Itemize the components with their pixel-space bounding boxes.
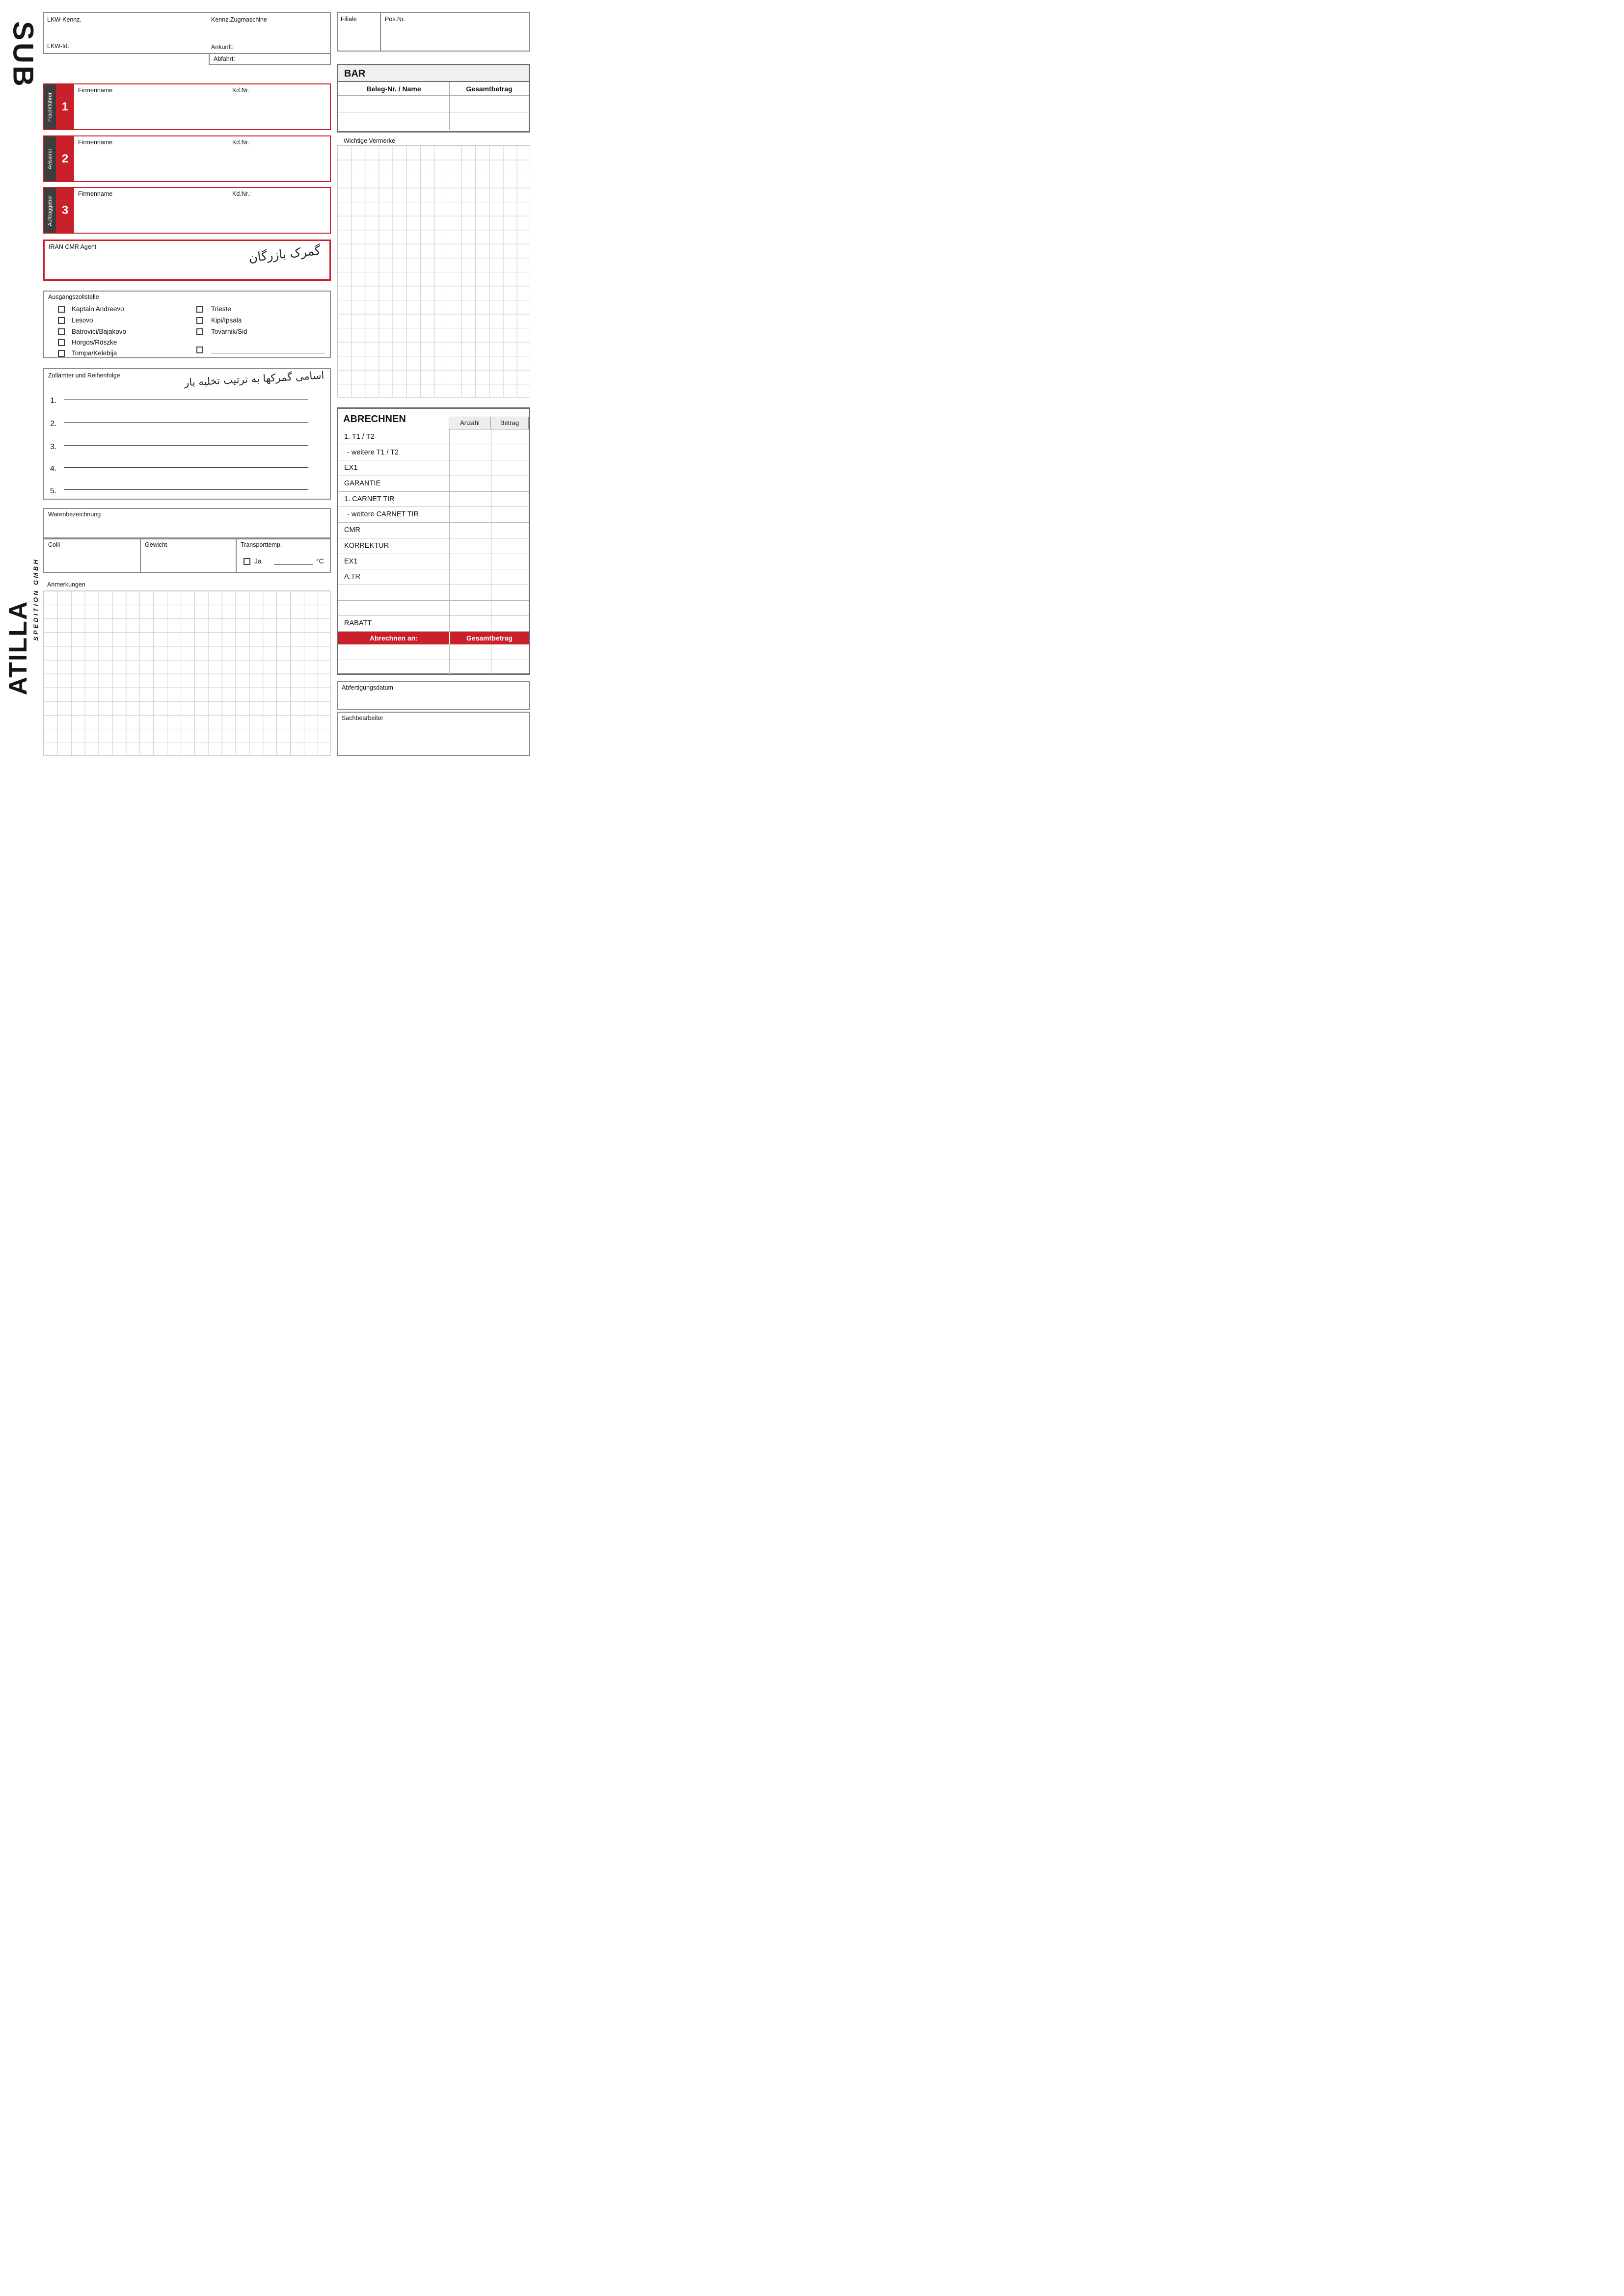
iran-handwriting: گمرک بازرگان — [247, 243, 322, 265]
billing-betrag-cell[interactable] — [491, 585, 529, 600]
bar-name-cell[interactable] — [338, 112, 449, 130]
billing-anzahl-cell[interactable] — [449, 460, 491, 476]
billing-anzahl-cell[interactable] — [449, 507, 491, 522]
billing-tail-label[interactable] — [338, 660, 449, 676]
checkbox-batrovici-bajakovo[interactable] — [58, 328, 65, 335]
billing-row-label: GARANTIE — [344, 480, 381, 488]
party-number-badge: 2 — [56, 136, 74, 181]
lkw-kennz-label: LKW-Kennz. — [47, 16, 81, 23]
billing-row — [338, 523, 529, 538]
checkbox-tompa-kelebija[interactable] — [58, 350, 65, 357]
bar-name-cell[interactable] — [338, 96, 449, 112]
ausgangszollstelle-label: Ausgangszollstelle — [48, 294, 99, 300]
billing-row-label — [338, 601, 449, 616]
party-role-strip — [44, 136, 56, 181]
billing-betrag-cell[interactable] — [491, 492, 529, 507]
billing-betrag-cell[interactable] — [491, 507, 529, 522]
bar-header-row — [338, 82, 529, 96]
billing-row — [338, 460, 529, 476]
billing-betrag-cell[interactable] — [491, 554, 529, 569]
abfertigungsdatum-box[interactable] — [337, 681, 530, 710]
checkbox-kaptain-andreevo[interactable] — [58, 306, 65, 313]
party-frachtfuehrer — [43, 83, 331, 130]
billing-anzahl-cell[interactable] — [449, 569, 491, 585]
billing-row — [338, 429, 529, 445]
celsius-label: °C — [316, 557, 324, 565]
bar-col-name: Beleg-Nr. / Name — [366, 85, 421, 93]
transporttemp-label: Transporttemp. — [241, 541, 282, 548]
billing-row — [338, 554, 529, 570]
filiale-label: Filiale — [341, 16, 357, 23]
party-firm-field[interactable] — [74, 136, 330, 181]
billing-row-label: CMR — [344, 526, 361, 534]
brand-atilla — [3, 580, 33, 715]
bar-col-amount: Gesamtbetrag — [449, 82, 529, 95]
zollamt-line-4[interactable] — [64, 458, 308, 468]
party-firm-field[interactable] — [74, 84, 330, 129]
abrechnen-table — [337, 407, 530, 675]
brand-sub — [7, 9, 39, 101]
zollaemter-label: Zollämter und Reihenfolge — [48, 372, 120, 379]
abrechnen-an-label: Abrechnen an: — [369, 634, 418, 642]
gewicht-cell[interactable] — [141, 539, 237, 572]
anzahl-col-header: Anzahl — [449, 417, 491, 429]
billing-row — [338, 476, 529, 492]
gewicht-label: Gewicht — [145, 541, 167, 548]
other-zollstelle-line[interactable] — [211, 345, 325, 353]
billing-row-label: - weitere T1 / T2 — [347, 448, 399, 456]
party-number-badge: 3 — [56, 188, 74, 233]
measures-box — [43, 538, 331, 573]
zollamt-line-number: 2. — [50, 420, 57, 428]
billing-anzahl-cell[interactable] — [449, 538, 491, 554]
filiale-box[interactable] — [337, 12, 381, 52]
zollamt-line-number: 4. — [50, 465, 57, 473]
temperature-line[interactable] — [274, 556, 313, 565]
billing-betrag-cell[interactable] — [491, 429, 529, 445]
abrechnen-header — [338, 409, 529, 429]
party-role-label: Frachtführer — [47, 92, 53, 122]
gesamtbetrag-label: Gesamtbetrag — [449, 632, 529, 644]
zollaemter-handwriting: اسامی گمرکها به ترتیب تخلیه بار — [184, 369, 325, 389]
billing-tail-row — [338, 660, 529, 676]
billing-row-label: - weitere CARNET TIR — [347, 510, 419, 519]
brand-sub-text: SUB — [7, 21, 39, 89]
transporttemp-cell[interactable] — [237, 539, 330, 572]
checkbox-tovarnik-sid[interactable] — [196, 328, 203, 335]
zollamt-line-5[interactable] — [64, 480, 308, 490]
iran-cmr-agent-label: IRAN CMR Agent — [49, 243, 97, 250]
vermerke-label: Wichtige Vermerke — [344, 137, 395, 144]
colli-cell[interactable] — [44, 539, 141, 572]
bar-amount-cell[interactable] — [449, 96, 529, 112]
billing-betrag-cell[interactable] — [491, 616, 529, 631]
zollamt-line-number: 5. — [50, 487, 57, 495]
billing-tail-row — [338, 644, 529, 661]
zollamt-line-3[interactable] — [64, 436, 308, 446]
party-firm-field[interactable] — [74, 188, 330, 233]
checkbox-label: Trieste — [211, 305, 231, 313]
billing-betrag-cell[interactable] — [491, 523, 529, 538]
billing-row — [338, 616, 529, 632]
billing-tail-label[interactable] — [338, 644, 449, 660]
billing-row — [338, 538, 529, 554]
warenbezeichnung-label: Warenbezeichnung — [48, 511, 101, 518]
abfahrt-box[interactable] — [209, 53, 331, 65]
brand-spedition — [29, 535, 42, 664]
zollamt-line-number: 3. — [50, 443, 57, 451]
billing-anzahl-cell[interactable] — [449, 616, 491, 631]
billing-anzahl-cell[interactable] — [449, 492, 491, 507]
checkbox-label: Kaptain Andreevo — [72, 305, 124, 313]
billing-anzahl-cell[interactable] — [449, 554, 491, 569]
billing-betrag-cell[interactable] — [491, 569, 529, 585]
billing-anzahl-cell[interactable] — [449, 585, 491, 600]
bar-amount-cell[interactable] — [449, 112, 529, 130]
billing-row-label: KORREKTUR — [344, 541, 389, 550]
billing-row-label: EX1 — [344, 464, 358, 472]
transporttemp-ja-checkbox[interactable] — [244, 558, 250, 565]
checkbox-label: Lesovo — [72, 317, 93, 324]
billing-anzahl-cell[interactable] — [449, 523, 491, 538]
billing-anzahl-cell[interactable] — [449, 601, 491, 616]
bar-table — [337, 64, 530, 133]
checkbox-kipi-ipsala[interactable] — [196, 317, 203, 324]
bar-row — [338, 112, 529, 130]
checkbox-lesovo[interactable] — [58, 317, 65, 324]
checkbox-label: Batrovici/Bajakovo — [72, 328, 127, 335]
billing-row-label: A.TR — [344, 573, 361, 581]
checkbox-trieste[interactable] — [196, 306, 203, 313]
betrag-col-header: Betrag — [490, 417, 529, 429]
firmenname-label: Firmenname — [78, 139, 113, 146]
billing-betrag-cell[interactable] — [491, 601, 529, 616]
abrechnen-title: ABRECHNEN — [343, 414, 406, 425]
ausgangszollstelle-box — [43, 291, 331, 358]
freight-form-page — [0, 0, 541, 765]
party-number-badge: 1 — [56, 84, 74, 129]
ankunft-label: Ankunft: — [211, 44, 234, 51]
checkbox-label: Horgos/Röszke — [72, 339, 117, 346]
billing-betrag-cell[interactable] — [491, 445, 529, 460]
billing-anzahl-cell[interactable] — [449, 429, 491, 445]
billing-betrag-cell[interactable] — [491, 460, 529, 476]
kdnr-label: Kd.Nr.: — [232, 190, 251, 197]
vermerke-grid[interactable] — [337, 145, 530, 398]
warenbezeichnung-box[interactable] — [43, 508, 331, 538]
billing-row — [338, 445, 529, 461]
kennz-zugmaschine-label: Kennz.Zugmaschine — [211, 16, 267, 23]
brand-atilla-text: ATILLA — [4, 600, 32, 695]
bar-title: BAR — [338, 65, 529, 82]
checkbox-label: Tompa/Kelebija — [72, 349, 117, 357]
billing-anzahl-cell[interactable] — [449, 476, 491, 491]
zollamt-line-2[interactable] — [64, 413, 308, 423]
abrechnen-footer — [338, 632, 529, 644]
billing-row-label: 1. T1 / T2 — [344, 433, 375, 441]
billing-row — [338, 492, 529, 507]
party-avisierer — [43, 135, 331, 182]
checkbox-label: Kipi/Ipsala — [211, 317, 242, 324]
billing-row-label — [338, 585, 449, 600]
billing-row — [338, 585, 529, 601]
billing-row — [338, 507, 529, 523]
posnr-label: Pos.Nr. — [385, 16, 405, 23]
zollamt-line-1[interactable] — [64, 390, 308, 400]
billing-anzahl-cell[interactable] — [449, 644, 491, 660]
checkbox-horgos-roeszke[interactable] — [58, 339, 65, 346]
kdnr-label: Kd.Nr.: — [232, 139, 251, 146]
abfertigungsdatum-label: Abfertigungsdatum — [342, 684, 393, 691]
party-auftraggeber — [43, 187, 331, 234]
checkbox-other[interactable] — [196, 347, 203, 353]
party-role-label: Avisierer — [47, 148, 53, 169]
zollamt-line-number: 1. — [50, 397, 57, 405]
truck-info-box[interactable] — [43, 12, 331, 54]
billing-betrag-cell[interactable] — [491, 538, 529, 554]
checkbox-label: Tovarnik/Sid — [211, 328, 247, 335]
billing-row-label: 1. CARNET TIR — [344, 495, 395, 503]
ja-label: Ja — [254, 557, 262, 565]
colli-label: Colli — [48, 541, 60, 548]
iran-cmr-agent-box[interactable] — [43, 240, 331, 281]
party-role-label: Auftraggeber — [47, 194, 53, 226]
billing-row-label: EX1 — [344, 557, 358, 565]
billing-anzahl-cell[interactable] — [449, 445, 491, 460]
billing-row — [338, 601, 529, 616]
party-role-strip — [44, 84, 56, 129]
billing-betrag-cell[interactable] — [491, 476, 529, 491]
billing-betrag-cell[interactable] — [491, 660, 529, 676]
brand-spedition-text: SPEDITION GMBH — [32, 558, 40, 641]
billing-row — [338, 569, 529, 585]
anmerkungen-grid[interactable] — [43, 590, 331, 756]
abfahrt-label: Abfahrt: — [214, 55, 235, 62]
kdnr-label: Kd.Nr.: — [232, 87, 251, 94]
sachbearbeiter-label: Sachbearbeiter — [342, 715, 383, 721]
sachbearbeiter-box[interactable] — [337, 712, 530, 756]
firmenname-label: Firmenname — [78, 87, 113, 94]
bar-row — [338, 96, 529, 112]
zollaemter-box — [43, 368, 331, 500]
anmerkungen-label: Anmerkungen — [47, 581, 85, 588]
firmenname-label: Firmenname — [78, 190, 113, 197]
party-role-strip — [44, 188, 56, 233]
billing-betrag-cell[interactable] — [491, 644, 529, 660]
billing-anzahl-cell[interactable] — [449, 660, 491, 676]
lkw-id-label: LKW-Id.: — [47, 43, 71, 50]
billing-row-label: RABATT — [344, 619, 372, 628]
posnr-box[interactable] — [380, 12, 530, 52]
